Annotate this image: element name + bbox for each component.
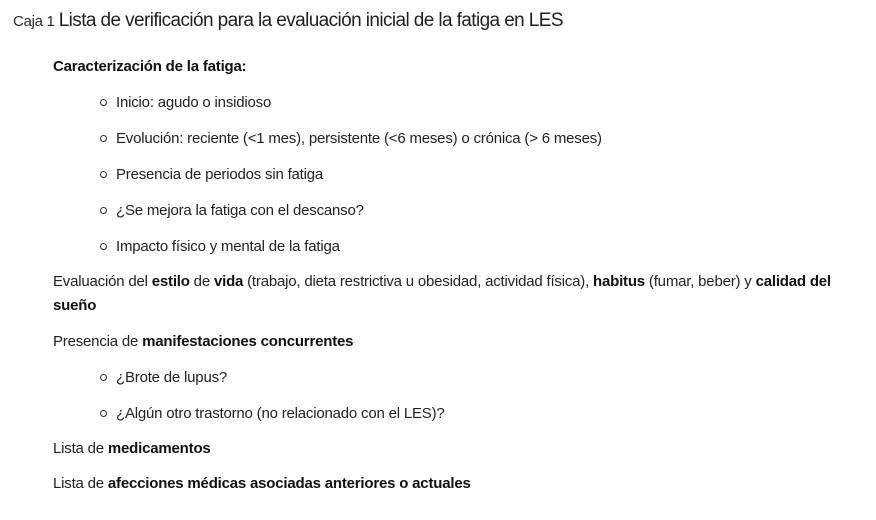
lifestyle-text-1: Evaluación del xyxy=(53,273,152,290)
list-item xyxy=(100,163,323,187)
list-item-text: Impacto físico y mental de la fatiga xyxy=(116,238,340,255)
list-item xyxy=(100,199,364,223)
concurrent-text: Presencia de xyxy=(53,333,143,350)
list-item xyxy=(100,235,340,259)
lifestyle-text-2: de xyxy=(189,273,214,290)
bullet-circle-icon xyxy=(100,99,107,106)
lifestyle-paragraph xyxy=(53,270,863,318)
list-item-text: ¿Algún otro trastorno (no relacionado con el LES)? xyxy=(116,405,445,422)
medications-text: Lista de xyxy=(53,440,108,457)
list-item xyxy=(100,91,271,115)
bullet-circle-icon xyxy=(100,207,107,214)
conditions-text: Lista de xyxy=(53,475,108,492)
bullet-circle-icon xyxy=(100,135,107,142)
concurrent-bold: manifestaciones concurrentes xyxy=(142,333,354,350)
list-item xyxy=(100,402,445,426)
conditions-bold: afecciones médicas asociadas anteriores o actuales xyxy=(107,475,471,492)
bullet-circle-icon xyxy=(100,374,107,381)
list-item-text: ¿Se mejora la fatiga con el descanso? xyxy=(116,202,364,219)
lifestyle-bold-1: estilo xyxy=(151,273,190,290)
fatigue-heading-text: Caracterización de la fatiga: xyxy=(53,58,247,75)
list-item-text: ¿Brote de lupus? xyxy=(116,369,228,386)
list-item xyxy=(100,127,602,151)
lifestyle-text-3: (trabajo, dieta restrictiva u obesidad, actividad física), xyxy=(243,273,594,290)
list-item-text: Evolución: reciente (<1 mes), persistente (<6 meses) o crónica (> 6 meses) xyxy=(116,130,602,147)
fatigue-heading xyxy=(53,55,246,79)
list-item xyxy=(100,366,227,390)
bullet-circle-icon xyxy=(100,243,107,250)
box-caption xyxy=(13,10,563,32)
list-item-text: Inicio: agudo o insidioso xyxy=(116,94,272,111)
bullet-circle-icon xyxy=(100,410,107,417)
bullet-circle-icon xyxy=(100,171,107,178)
concurrent-line xyxy=(53,330,353,354)
medications-bold: medicamentos xyxy=(107,440,211,457)
lifestyle-text-4: (fumar, beber) y xyxy=(644,273,756,290)
conditions-line xyxy=(53,472,471,496)
medications-line xyxy=(53,437,211,461)
lifestyle-bold-2: vida xyxy=(213,273,244,290)
list-item-text: Presencia de periodos sin fatiga xyxy=(116,166,324,183)
lifestyle-bold-4: calidad del sueño xyxy=(53,273,831,314)
lifestyle-bold-3: habitus xyxy=(593,273,645,290)
box-label: Caja 1 xyxy=(13,13,55,30)
box-title: Lista de verificación para la evaluación inicial de la fatiga en LES xyxy=(58,10,563,31)
